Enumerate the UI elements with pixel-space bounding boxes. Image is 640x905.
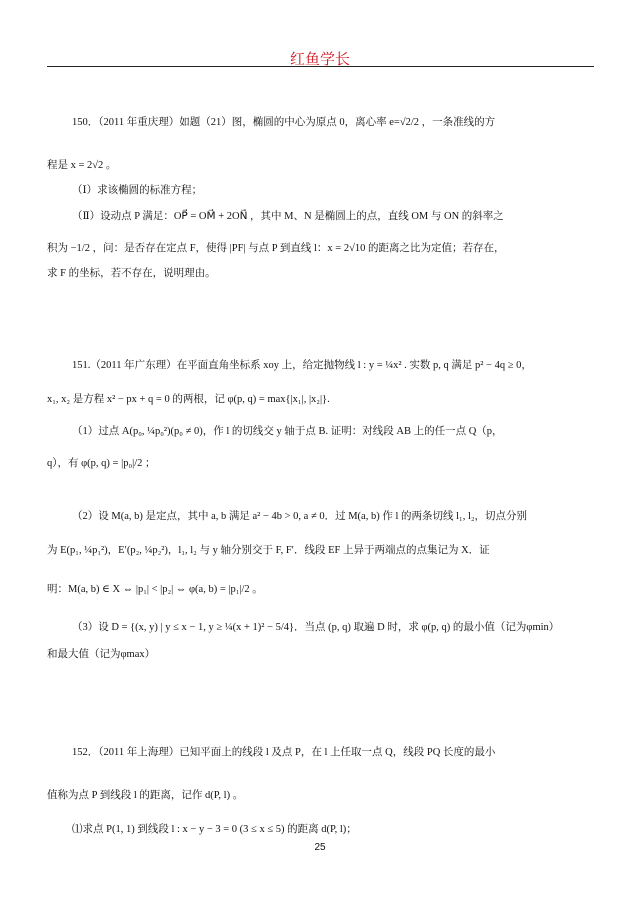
problem-text-line: 积为 −1/2 ，问：是否存在定点 F，使得 |PF| 与点 P 到直线 l：x = 2√10 的距离之比为定值；若存在，	[47, 243, 505, 254]
problem-text-line: （Ⅰ）求该椭圆的标准方程；	[72, 185, 203, 196]
page-number: 25	[314, 842, 326, 853]
problem-text-line: （Ⅱ）设动点 P 满足：OP⃗ = OM⃗ + 2ON⃗ ，其中 M、N 是椭圆上的点，直线 OM 与 ON 的斜率之	[72, 211, 504, 222]
problem-text-line: 150．（2011 年重庆理）如题（21）图，椭圆的中心为原点 0，离心率 e=√2/2 ，一条准线的方	[72, 117, 496, 128]
problem-text-line: q），有 φ(p, q) = |p₀|/2 ；	[47, 458, 156, 469]
problem-text-line: 求 F 的坐标，若不存在，说明理由。	[47, 268, 216, 279]
problem-text-line: 明：M(a, b) ∈ X ⇔ |p₁| < |p₂| ⇔ φ(a, b) = |p₁|/2 。	[47, 584, 263, 595]
problem-text-line: x₁, x₂ 是方程 x² − px + q = 0 的两根，记 φ(p, q) = max{|x₁|, |x₂|}.	[47, 394, 330, 405]
problem-text-line: ⑴求点 P(1, 1) 到线段 l : x − y − 3 = 0 (3 ≤ x ≤ 5) 的距离 d(P, l)；	[72, 824, 357, 835]
problem-text-line: （3）设 D = {(x, y) | y ≤ x − 1, y ≥ ¼(x + 1)² − 5/4}．当点 (p, q) 取遍 D 时，求 φ(p, q) 的最小值（记为φmin）	[72, 622, 560, 633]
problem-text-line: 152．（2011 年上海理）已知平面上的线段 l 及点 P，在 l 上任取一点 Q，线段 PQ 长度的最小	[72, 747, 496, 758]
problem-text-line: （1）过点 A(p₀, ¼p₀²)(p₀ ≠ 0)，作 l 的切线交 y 轴于点 B. 证明：对线段 AB 上的任一点 Q（p，	[72, 426, 503, 437]
header-divider	[47, 66, 594, 67]
problem-text-line: 151.（2011 年广东理）在平面直角坐标系 xoy 上，给定抛物线 l : y = ¼x² . 实数 p, q 满足 p² − 4q ≥ 0，	[72, 360, 532, 371]
problem-text-line: 和最大值（记为φmax）	[47, 649, 156, 660]
problem-text-line: 值称为点 P 到线段 l 的距离，记作 d(P, l) 。	[47, 790, 244, 801]
problem-text-line: 为 E(p₁, ¼p₁²)，E′(p₂, ¼p₂²)，l₁, l₂ 与 y 轴分别交于 F, F′．线段 EF 上异于两端点的点集记为 X．证	[47, 545, 490, 556]
page-header-title: 红鱼学长	[289, 50, 350, 68]
problem-text-line: （2）设 M(a, b) 是定点，其中 a, b 满足 a² − 4b > 0, a ≠ 0．过 M(a, b) 作 l 的两条切线 l₁, l₂，切点分别	[72, 511, 528, 522]
problem-text-line: 程是 x = 2√2 。	[47, 160, 117, 171]
